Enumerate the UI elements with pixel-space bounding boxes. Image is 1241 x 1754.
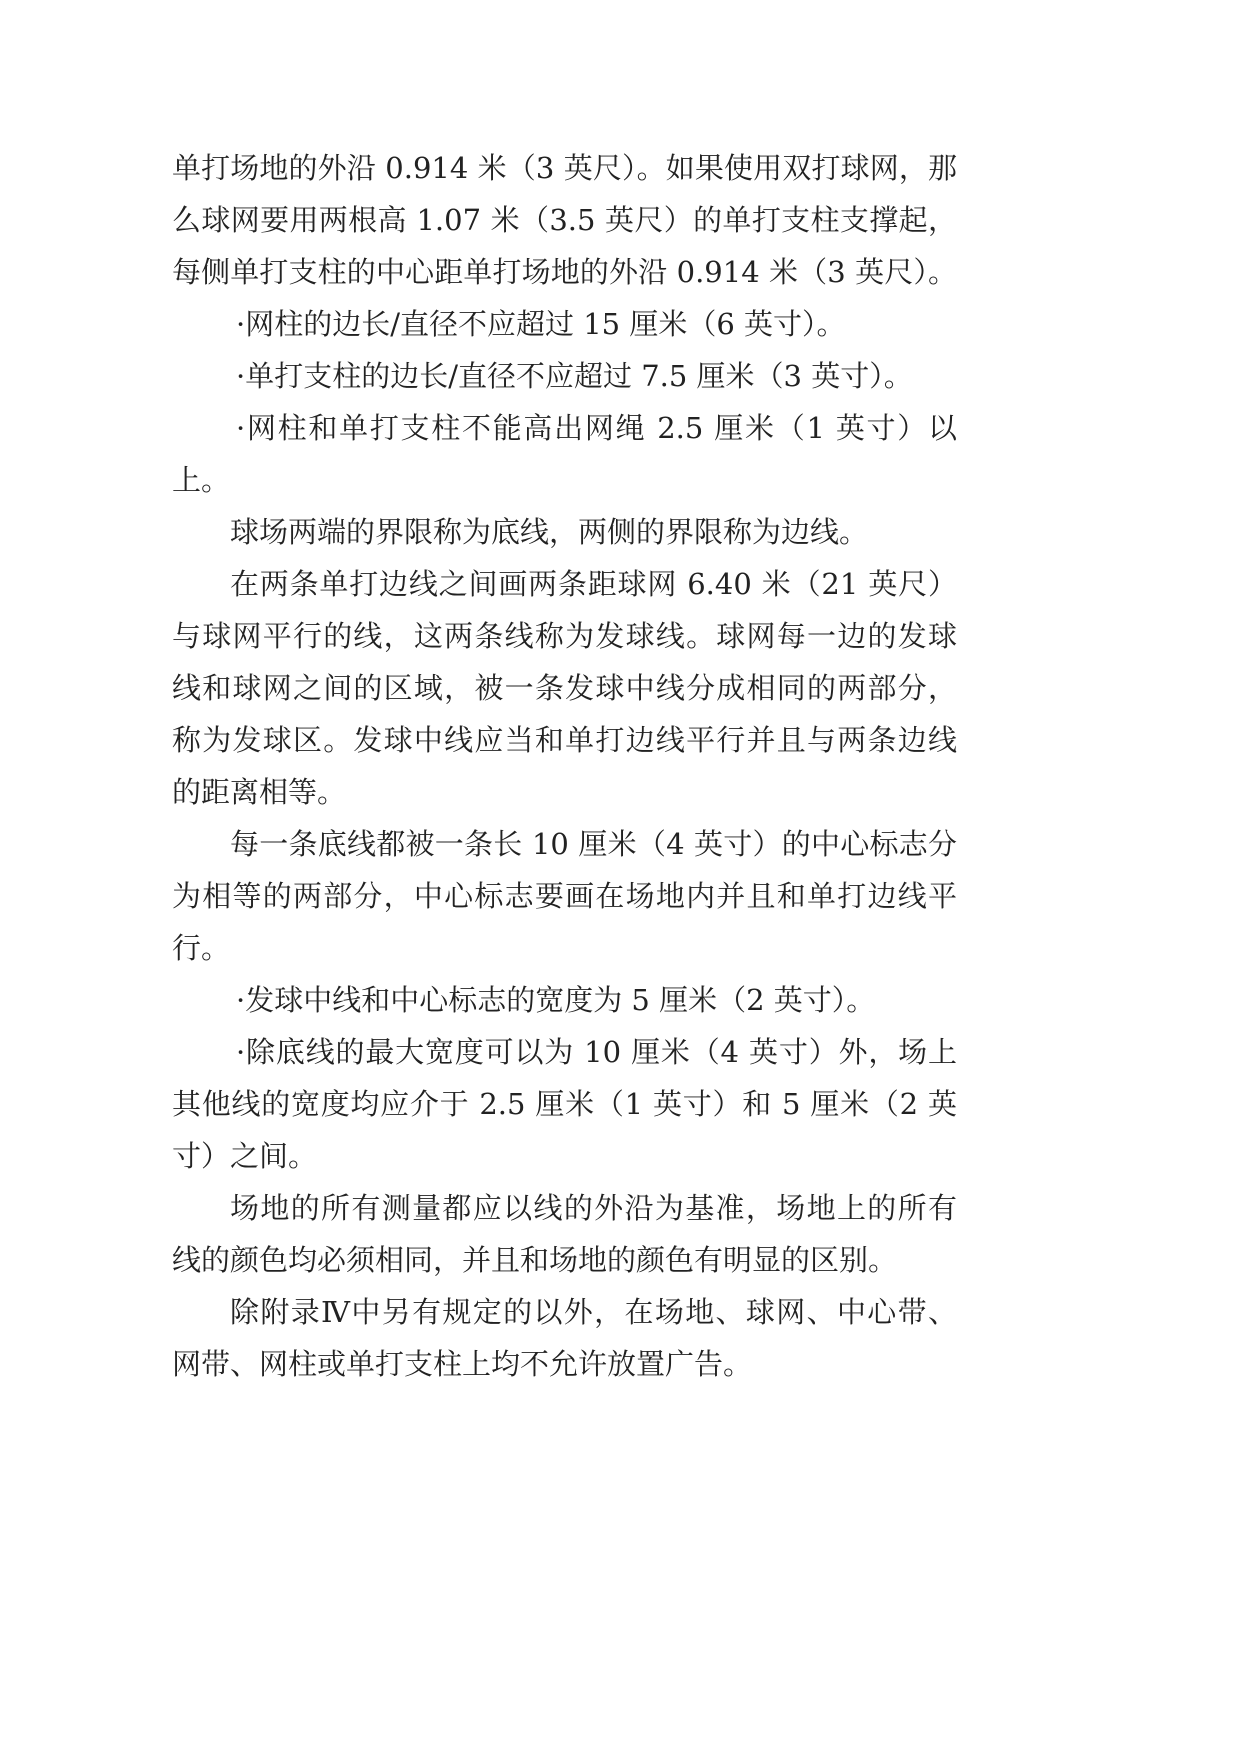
text-line: 行。 (172, 931, 231, 965)
text-line: 每一条底线都被一条长 10 厘米（4 英寸）的中心标志分 (230, 827, 957, 861)
text-line: 的距离相等。 (172, 775, 347, 809)
text-line: 么球网要用两根高 1.07 米（3.5 英尺）的单打支柱支撑起， (172, 203, 957, 237)
paragraph (172, 1286, 957, 1390)
paragraph (172, 142, 957, 298)
text-line: 每侧单打支柱的中心距单打场地的外沿 0.914 米（3 英尺）。 (172, 255, 957, 289)
text-line: 球场两端的界限称为底线，两侧的界限称为边线。 (230, 515, 869, 549)
text-line: 称为发球区。发球中线应当和单打边线平行并且与两条边线 (172, 723, 957, 757)
bullet-item (172, 974, 957, 1026)
bullet-item (172, 298, 957, 350)
text-line: 除附录Ⅳ中另有规定的以外，在场地、球网、中心带、 (230, 1295, 957, 1329)
text-line: ·单打支柱的边长/直径不应超过 7.5 厘米（3 英寸）。 (236, 359, 913, 393)
text-line: 上。 (172, 463, 231, 497)
text-line: ·网柱的边长/直径不应超过 15 厘米（6 英寸）。 (236, 307, 846, 341)
text-line: ·网柱和单打支柱不能高出网绳 2.5 厘米（1 英寸）以 (236, 411, 957, 445)
text-line: 在两条单打边线之间画两条距球网 6.40 米（21 英尺） (230, 567, 957, 601)
text-line: 其他线的宽度均应介于 2.5 厘米（1 英寸）和 5 厘米（2 英 (172, 1087, 957, 1121)
text-line: 与球网平行的线，这两条线称为发球线。球网每一边的发球 (172, 619, 957, 653)
text-line: 网带、网柱或单打支柱上均不允许放置广告。 (172, 1347, 753, 1381)
bullet-item (172, 402, 957, 506)
document-body (172, 142, 957, 1390)
text-line: 线的颜色均必须相同，并且和场地的颜色有明显的区别。 (172, 1243, 898, 1277)
text-line: 场地的所有测量都应以线的外沿为基准，场地上的所有 (230, 1191, 957, 1225)
text-line: 为相等的两部分，中心标志要画在场地内并且和单打边线平 (172, 879, 957, 913)
paragraph (172, 818, 957, 974)
paragraph (172, 1182, 957, 1286)
bullet-item (172, 350, 957, 402)
text-line: ·除底线的最大宽度可以为 10 厘米（4 英寸）外，场上 (236, 1035, 957, 1069)
text-line: ·发球中线和中心标志的宽度为 5 厘米（2 英寸）。 (236, 983, 876, 1017)
text-line: 单打场地的外沿 0.914 米（3 英尺）。如果使用双打球网，那 (172, 151, 957, 185)
paragraph (172, 558, 957, 818)
paragraph (172, 506, 957, 558)
text-line: 寸）之间。 (172, 1139, 318, 1173)
text-line: 线和球网之间的区域，被一条发球中线分成相同的两部分， (172, 671, 957, 705)
bullet-item (172, 1026, 957, 1182)
